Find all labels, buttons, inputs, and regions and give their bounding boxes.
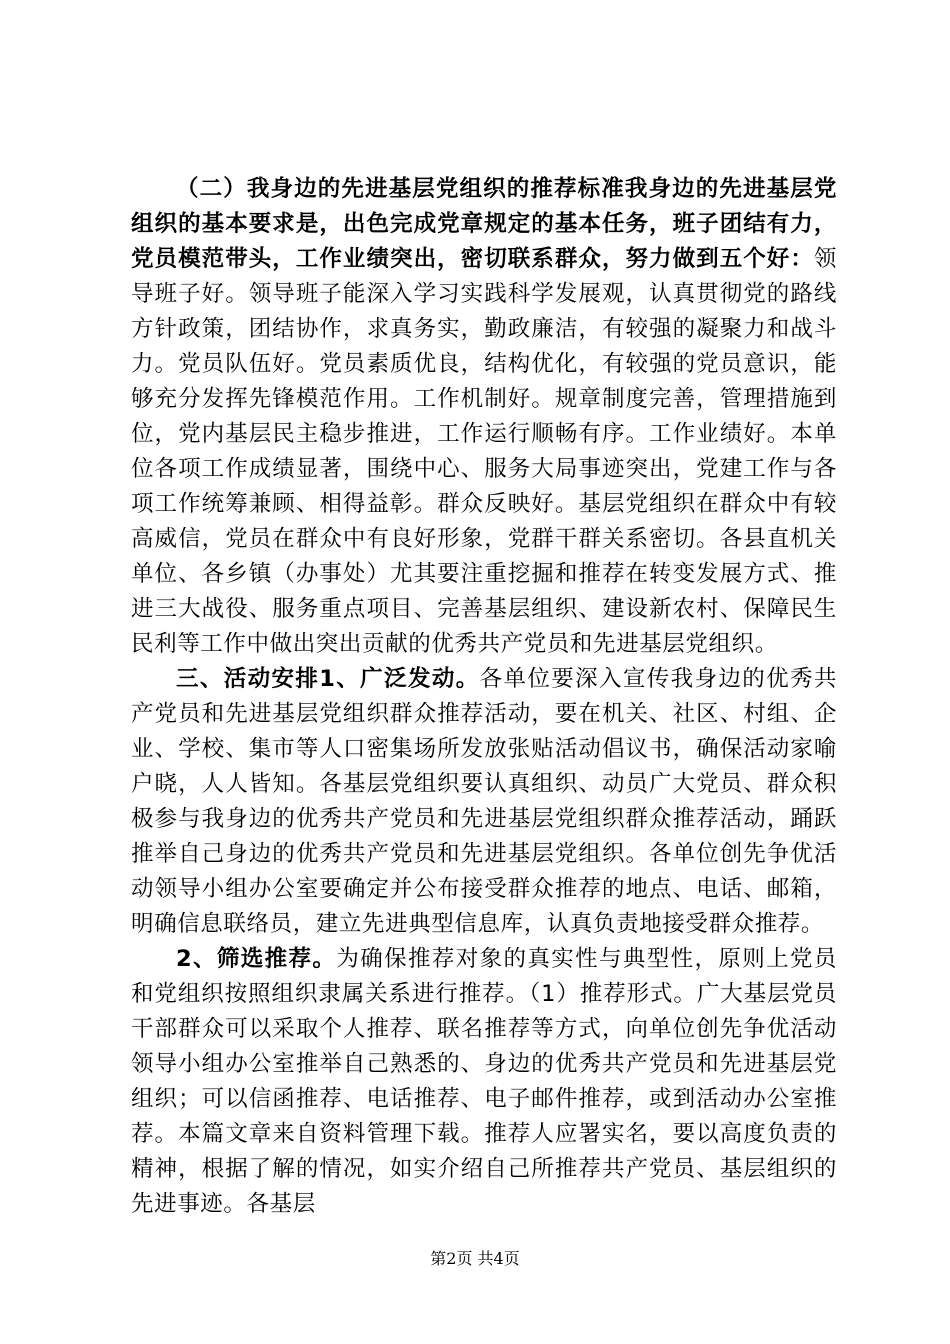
- paragraph-arrangement: [131, 662, 837, 942]
- paragraph-screening: [131, 942, 837, 1222]
- paragraph-body: 为确保推荐对象的真实性与典型性，原则上党员和党组织按照组织隶属关系进行推荐。（1）推荐形式。广大基层党员干部群众可以采取个人推荐、联名推荐等方式，向单位创先争优活动领导小组办公室推举自己熟悉的、身边的优秀共产党员和先进基层党组织；可以信函推荐、电话推荐、电子邮件推荐，或到活动办公室推荐。本篇文章来自资料管理下载。推荐人应署实名，要以高度负责的精神，根据了解的情况，如实介绍自己所推荐共产党员、基层组织的先进事迹。各基层: [131, 946, 837, 1217]
- paragraph-body: 各单位要深入宣传我身边的优秀共产党员和先进基层党组织群众推荐活动，要在机关、社区、村组、企业、学校、集市等人口密集场所发放张贴活动倡议书，确保活动家喻户晓，人人皆知。各基层党组织要认真组织、动员广大党员、群众积极参与我身边的优秀共产党员和先进基层党组织群众推荐活动，踊跃推举自己身边的优秀共产党员和先进基层党组织。各单位创先争优活动领导小组办公室要确定并公布接受群众推荐的地点、电话、邮箱，明确信息联络员，建立先进典型信息库，认真负责地接受群众推荐。: [131, 666, 837, 937]
- paragraph-heading: 三、活动安排1、广泛发动。: [176, 666, 480, 692]
- paragraph-criteria: [131, 172, 837, 662]
- page-number-footer: 第2页 共4页: [430, 1249, 520, 1268]
- paragraph-heading: （二）我身边的先进基层党组织的推荐标准我身边的先进基层党组织的基本要求是，出色完成党章规定的基本任务，班子团结有力，党员模范带头，工作业绩突出，密切联系群众，努力做到五个好：: [131, 176, 837, 272]
- paragraph-heading: 2、筛选推荐。: [176, 946, 337, 972]
- body-text: [131, 172, 837, 1222]
- paragraph-body: 领导班子好。领导班子能深入学习实践科学发展观，认真贯彻党的路线方针政策，团结协作，求真务实，勤政廉洁，有较强的凝聚力和战斗力。党员队伍好。党员素质优良，结构优化，有较强的党员意识，能够充分发挥先锋模范作用。工作机制好。规章制度完善，管理措施到位，党内基层民主稳步推进，工作运行顺畅有序。工作业绩好。本单位各项工作成绩显著，围绕中心、服务大局事迹突出，党建工作与各项工作统筹兼顾、相得益彰。群众反映好。基层党组织在群众中有较高威信，党员在群众中有良好形象，党群干群关系密切。各县直机关单位、各乡镇（办事处）尤其要注重挖掘和推荐在转变发展方式、推进三大战役、服务重点项目、完善基层组织、建设新农村、保障民生民利等工作中做出突出贡献的优秀共产党员和先进基层党组织。: [131, 246, 837, 657]
